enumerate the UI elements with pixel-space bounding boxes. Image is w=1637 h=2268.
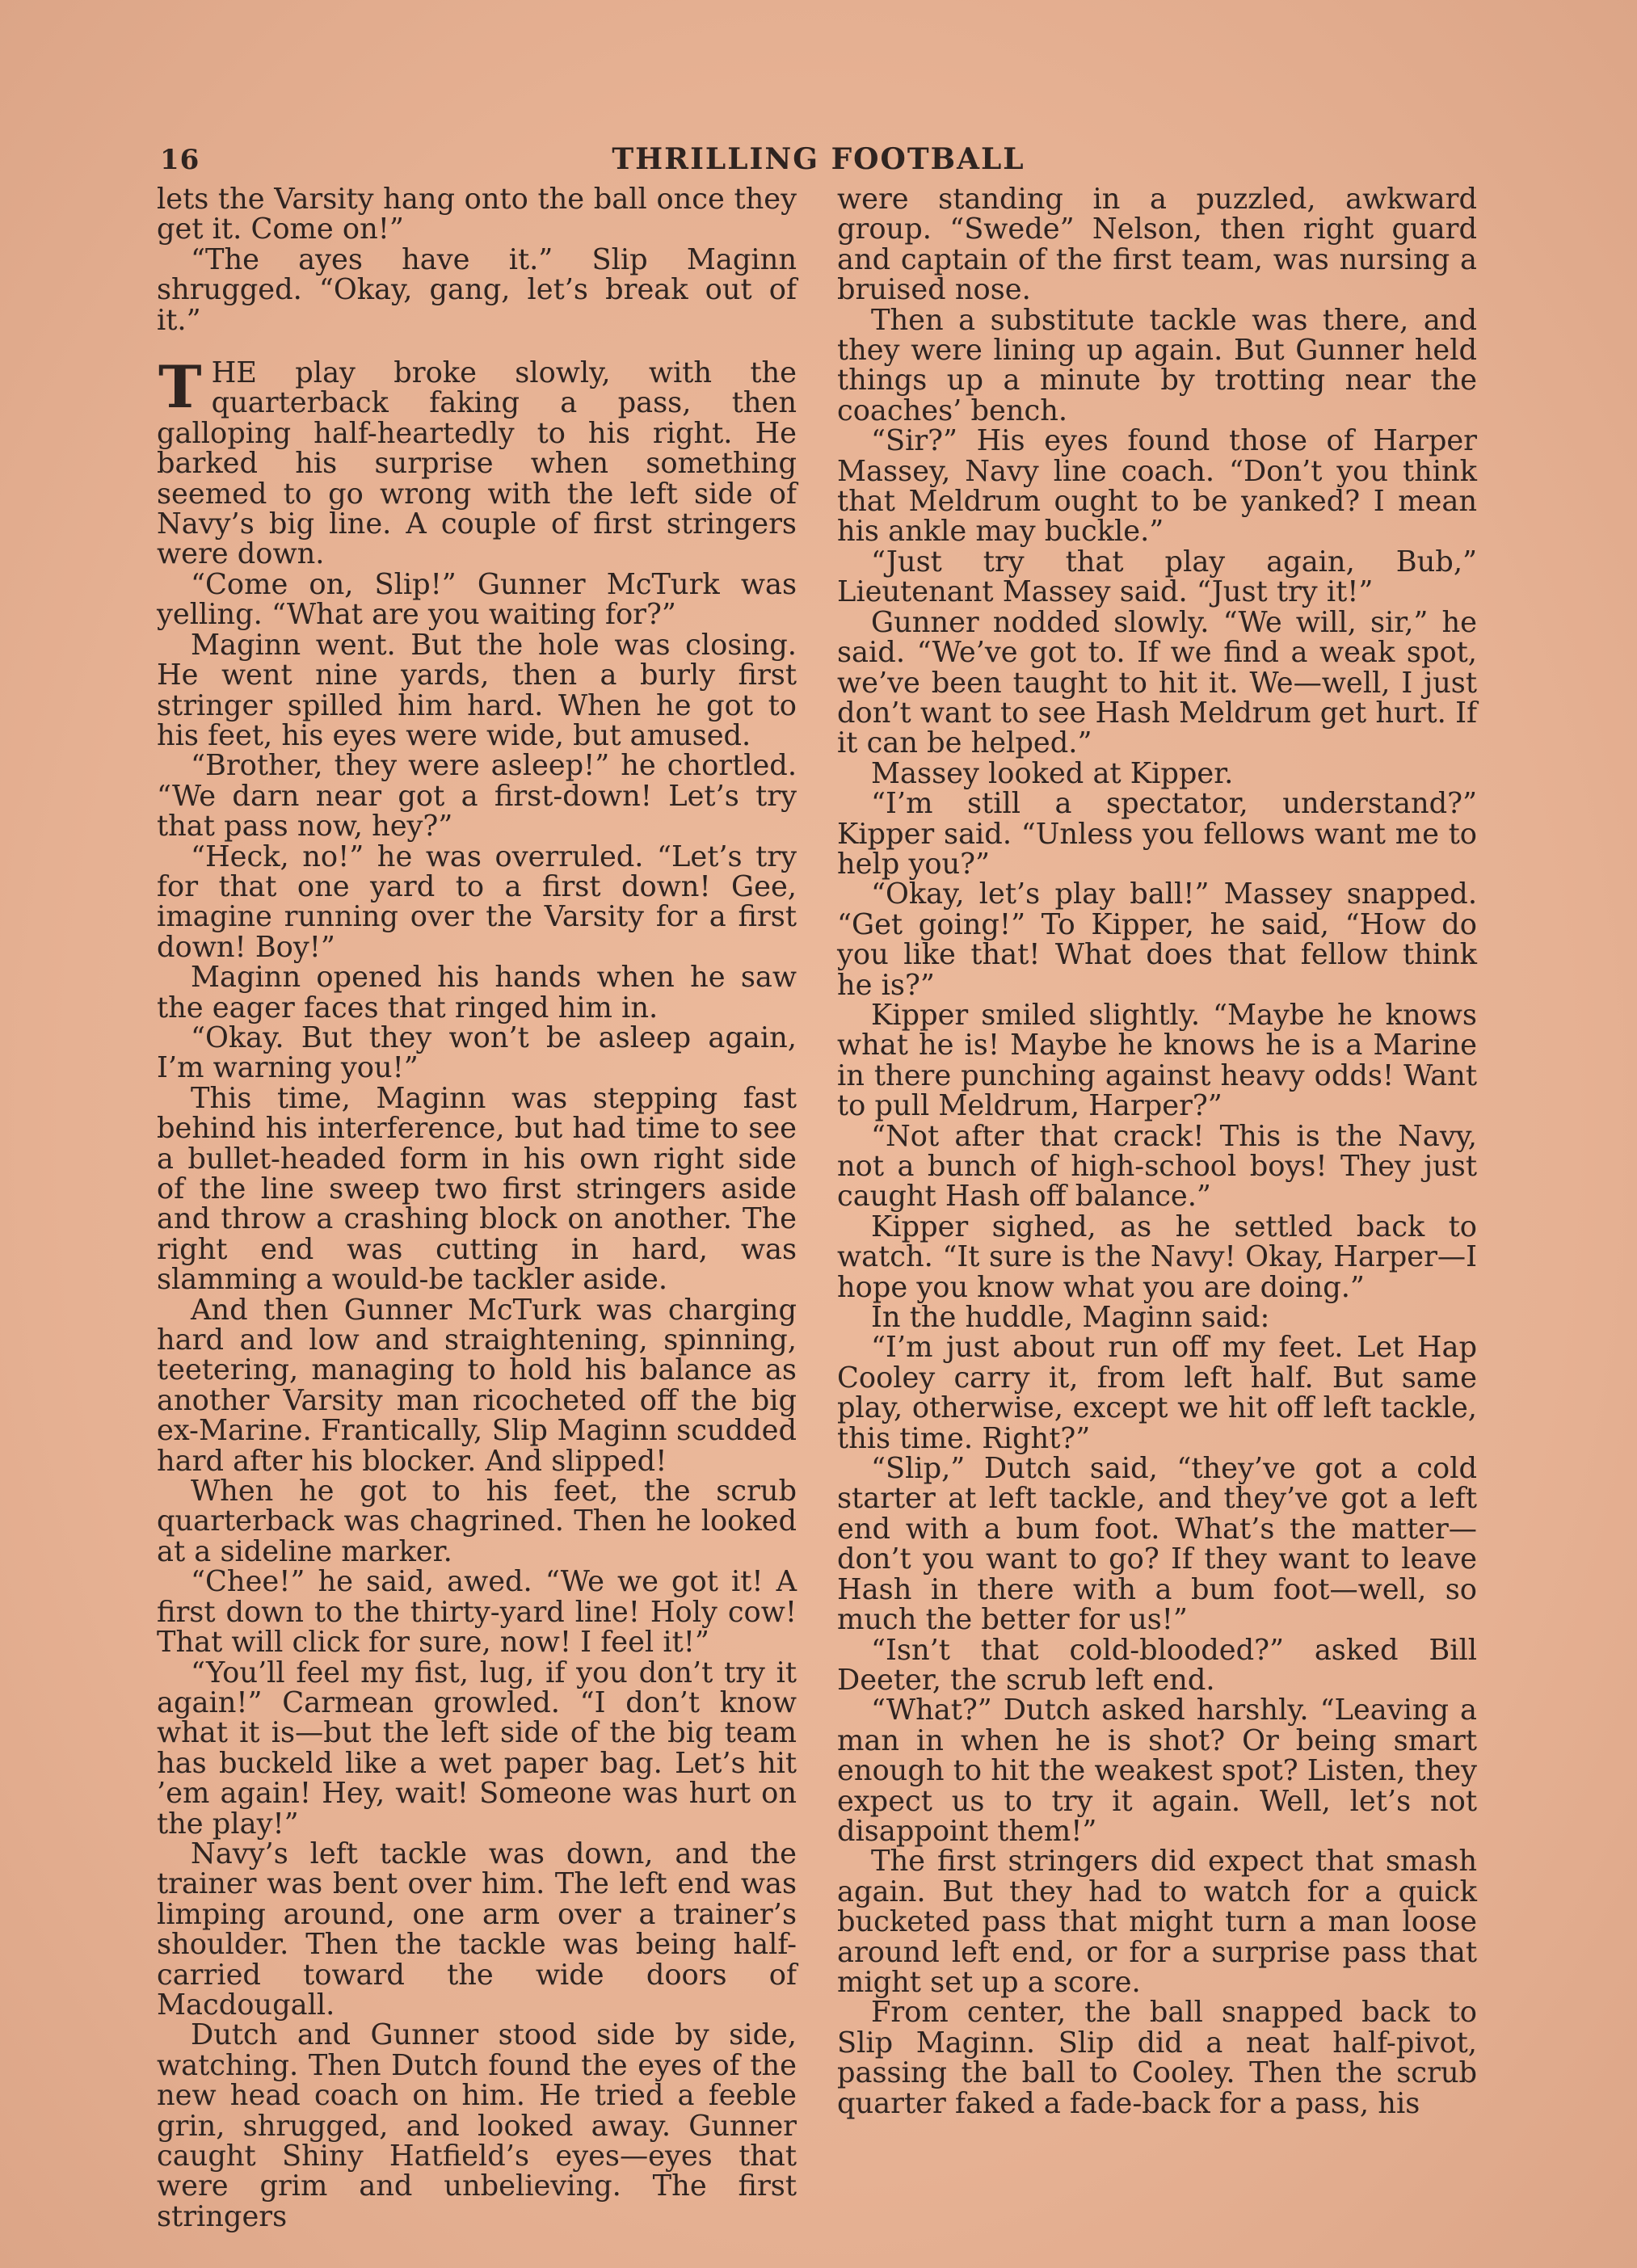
paragraph: “What?” Dutch asked harshly. “Leaving a man in when he is shot? Or being smart enough to hit the weakest spot? Listen, they expect us to try it again. Well, let’s not disappoint them!” <box>837 1694 1477 1848</box>
paragraph: Maginn opened his hands when he saw the eager faces that ringed him in. <box>157 961 797 1025</box>
paragraph: “Okay. But they won’t be asleep again, I’m warning you!” <box>157 1020 797 1085</box>
paragraph: Kipper smiled slightly. “Maybe he knows what he is! Maybe he knows he is a Marine in there punching against heavy odds! Want to pull Meldrum, Harper?” <box>837 998 1477 1123</box>
paragraph: “Come on, Slip!” Gunner McTurk was yelling. “What are you waiting for?” <box>157 567 797 632</box>
paragraph: From center, the ball snapped back to Slip Maginn. Slip did a neat half-pivot, passing the ball to Cooley. Then the scrub quarter faked a fade-back for a pass, his <box>837 1996 1477 2120</box>
paragraph: lets the Varsity hang onto the ball once they get it. Come on!” <box>157 183 797 246</box>
running-head: THRILLING FOOTBALL <box>612 142 1025 176</box>
paragraph: “The ayes have it.” Slip Maginn shrugged. “Okay, gang, let’s break out of it.” <box>157 242 797 337</box>
paragraph: “I’m still a spectator, understand?” Kipper said. “Unless you fellows want me to help you?” <box>837 787 1477 881</box>
paragraph: Dutch and Gunner stood side by side, watching. Then Dutch found the eyes of the new head coach on him. He tried a feeble grin, shrugged, and looked away. Gunner caught Shiny Hatfield’s eyes—eyes that were grim and unbelieving. The first stringers <box>157 2018 797 2233</box>
paragraph: “You’ll feel my fist, lug, if you don’t try it again!” Carmean growled. “I don’t know what it is—but the left side of the big team has buckeld like a wet paper bag. Let’s hit ’em again! Hey, wait! Someone was hurt on the play!” <box>157 1656 797 1841</box>
section-start-paragraph <box>157 352 797 571</box>
drop-cap: T <box>158 352 202 422</box>
paragraph: were standing in a puzzled, awkward group. “Swede” Nelson, then right guard and captain of the first team, was nursing a bruised nose. <box>837 183 1477 307</box>
paragraph: Massey looked at Kipper. <box>871 756 1234 790</box>
right-column <box>837 184 1477 2119</box>
paragraph: “Brother, they were asleep!” he chortled. “We darn near got a first-down! Let’s try that pass now, hey?” <box>157 749 797 844</box>
paragraph: “Just try that play again, Bub,” Lieutenant Massey said. “Just try it!” <box>837 545 1477 609</box>
paragraph: “Heck, no!” he was overruled. “Let’s try for that one yard to a first down! Gee, imagine running over the Varsity for a first down! Boy!” <box>157 839 797 964</box>
paragraph: Navy’s left tackle was down, and the trainer was bent over him. The left end was limping around, one arm over a trainer’s shoulder. Then the tackle was being half-carried toward the wide doors of Macdougall. <box>157 1837 797 2022</box>
paragraph: “Chee!” he said, awed. “We we got it! A first down to the thirty-yard line! Holy cow! That will click for sure, now! I feel it!” <box>157 1565 797 1660</box>
paragraph: And then Gunner McTurk was charging hard and low and straightening, spinning, teetering, managing to hold his balance as another Varsity man ricocheted off the big ex-Marine. Frantically, Slip Maginn scudded hard after his blocker. And slipped! <box>157 1293 797 1478</box>
paragraph: This time, Maginn was stepping fast behind his interference, but had time to see a bullet-headed form in his own right side of the line sweep two first stringers aside and throw a crashing block on another. The right end was cutting in hard, was slamming a would-be tackler aside. <box>157 1081 797 1297</box>
paragraph: Maginn went. But the hole was closing. He went nine yards, then a burly first stringer spilled him hard. When he got to his feet, his eyes were wide, but amused. <box>157 628 797 752</box>
paragraph: “Sir?” His eyes found those of Harper Massey, Navy line coach. “Don’t you think that Meldrum ought to be yanked? I mean his ankle may buckle.” <box>837 424 1477 549</box>
paragraph: “I’m just about run off my feet. Let Hap Cooley carry it, from left half. But same play, otherwise, except we hit off left tackle, this time. Right?” <box>837 1331 1477 1455</box>
paragraph: “Isn’t that cold-blooded?” asked Bill Deeter, the scrub left end. <box>837 1633 1477 1697</box>
paragraph-text: HE play broke slowly, with the quarterback faking a pass, then galloping half-heartedly to his right. He barked his surprise when something seemed to go wrong with the left side of Navy’s big line. A couple of first stringers were down. <box>157 356 797 571</box>
paragraph: In the huddle, Maginn said: <box>871 1301 1270 1335</box>
paragraph: When he got to his feet, the scrub quarterback was chagrined. Then he looked at a sideline marker. <box>157 1475 797 1568</box>
paragraph: “Not after that crack! This is the Navy, not a bunch of high-school boys! They just caught Hash off balance.” <box>837 1119 1477 1214</box>
left-column <box>157 184 797 2232</box>
paragraph: “Slip,” Dutch said, “they’ve got a cold starter at left tackle, and they’ve got a left end with a bum foot. What’s the matter—don’t you want to go? If they want to leave Hash in there with a bum foot—well, so much the better for us!” <box>837 1452 1477 1637</box>
paragraph: “Okay, let’s play ball!” Massey snapped. “Get going!” To Kipper, he said, “How do you like that! What does that fellow think he is?” <box>837 877 1477 1002</box>
paragraph: Kipper sighed, as he settled back to watch. “It sure is the Navy! Okay, Harper—I hope you know what you are doing.” <box>837 1210 1477 1304</box>
paragraph: Then a substitute tackle was there, and they were lining up again. But Gunner held things up a minute by trotting near the coaches’ bench. <box>837 303 1477 427</box>
paragraph: Gunner nodded slowly. “We will, sir,” he said. “We’ve got to. If we find a weak spot, we’ve been taught to hit it. We—well, I just don’t want to see Hash Meldrum get hurt. If it can be helped.” <box>837 605 1477 760</box>
page-number: 16 <box>160 144 200 176</box>
paragraph: The first stringers did expect that smash again. But they had to watch for a quick bucketed pass that might turn a man loose around left end, or for a surprise pass that might set up a score. <box>837 1845 1477 1999</box>
